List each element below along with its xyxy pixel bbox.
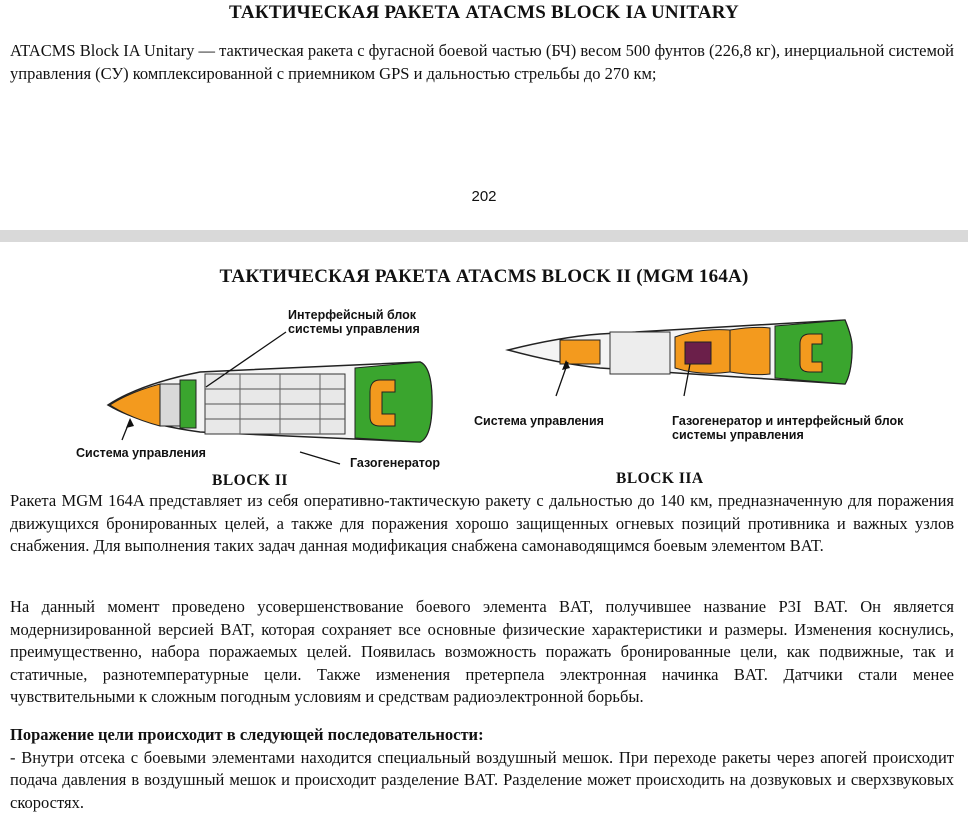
paragraph-p3i-bat: На данный момент проведено усовершенствование боевого элемента BAT, получившее название P3I BAT. Он является модернизированной версией BAT, которая сохраняет все основные физические характеристики и размеры. Изменения коснулись, преимущественно, набора поражаемых целей. Появилась возможность поражать бронированные цели, как подвижные, так и статичные, разнотемпературные цели. Также изменения претерпела электронная начинка BAT. Датчики стали менее чувствительными к сложным погодным условиям и средствам радиоэлектронной борьбы. bbox=[10, 597, 954, 706]
page1-paragraph: ATACMS Block IA Unitary — тактическая ракета с фугасной боевой частью (БЧ) весом 500 фунтов (226,8 кг), инерциальной системой управления (СУ) комплексированной с приемником GPS и дальностью стрельбы до 270 км; bbox=[10, 41, 954, 83]
caption-block-iia: BLOCK IIA bbox=[616, 470, 704, 487]
paragraph-sequence bbox=[10, 724, 954, 814]
page-number: 202 bbox=[471, 188, 497, 205]
paragraph-mgm164a: Ракета MGM 164A представляет из себя оперативно-тактическую ракету с дальностью до 140 км, предназначенную для поражения движущихся бронированных целей, а также для поражения хорошо защищенных огневых позиций противника и важных узлов снабжения. Для выполнения таких задач данная модификация снабжена самонаводящимся боевым элементом BAT. bbox=[10, 491, 954, 555]
label-gasgen-interface: Газогенератор и интерфейсный блок системы управления bbox=[672, 414, 904, 442]
label-guidance-left: Система управления bbox=[76, 446, 206, 460]
missile-diagrams bbox=[0, 292, 968, 492]
page-203 bbox=[0, 242, 968, 812]
sequence-text: - Внутри отсека с боевыми элементами находится специальный воздушный мешок. При переходе ракеты через апогей происходит подача давления в воздушный мешок и происходит разделение BAT. Разделение может происходить на дозвуковых и сверхзвуковых скоростях. bbox=[10, 747, 954, 812]
page-separator bbox=[0, 230, 968, 242]
block-ii-missile-drawing bbox=[108, 332, 432, 464]
label-interface-block: Интерфейсный блок системы управления bbox=[288, 308, 420, 336]
page1-title: ТАКТИЧЕСКАЯ РАКЕТА ATACMS BLOCK IA UNITARY bbox=[229, 2, 739, 23]
diagrams-svg bbox=[0, 292, 968, 492]
label-guidance-right: Система управления bbox=[474, 414, 604, 428]
label-gas-generator: Газогенератор bbox=[350, 456, 441, 470]
page-202 bbox=[0, 0, 968, 230]
caption-block-ii: BLOCK II bbox=[212, 472, 288, 489]
block-iia-missile-drawing bbox=[508, 320, 852, 396]
page2-title: ТАКТИЧЕСКАЯ РАКЕТА ATACMS BLOCK II (MGM 164A) bbox=[219, 266, 749, 287]
sequence-heading: Поражение цели происходит в следующей последовательности: bbox=[10, 725, 484, 744]
